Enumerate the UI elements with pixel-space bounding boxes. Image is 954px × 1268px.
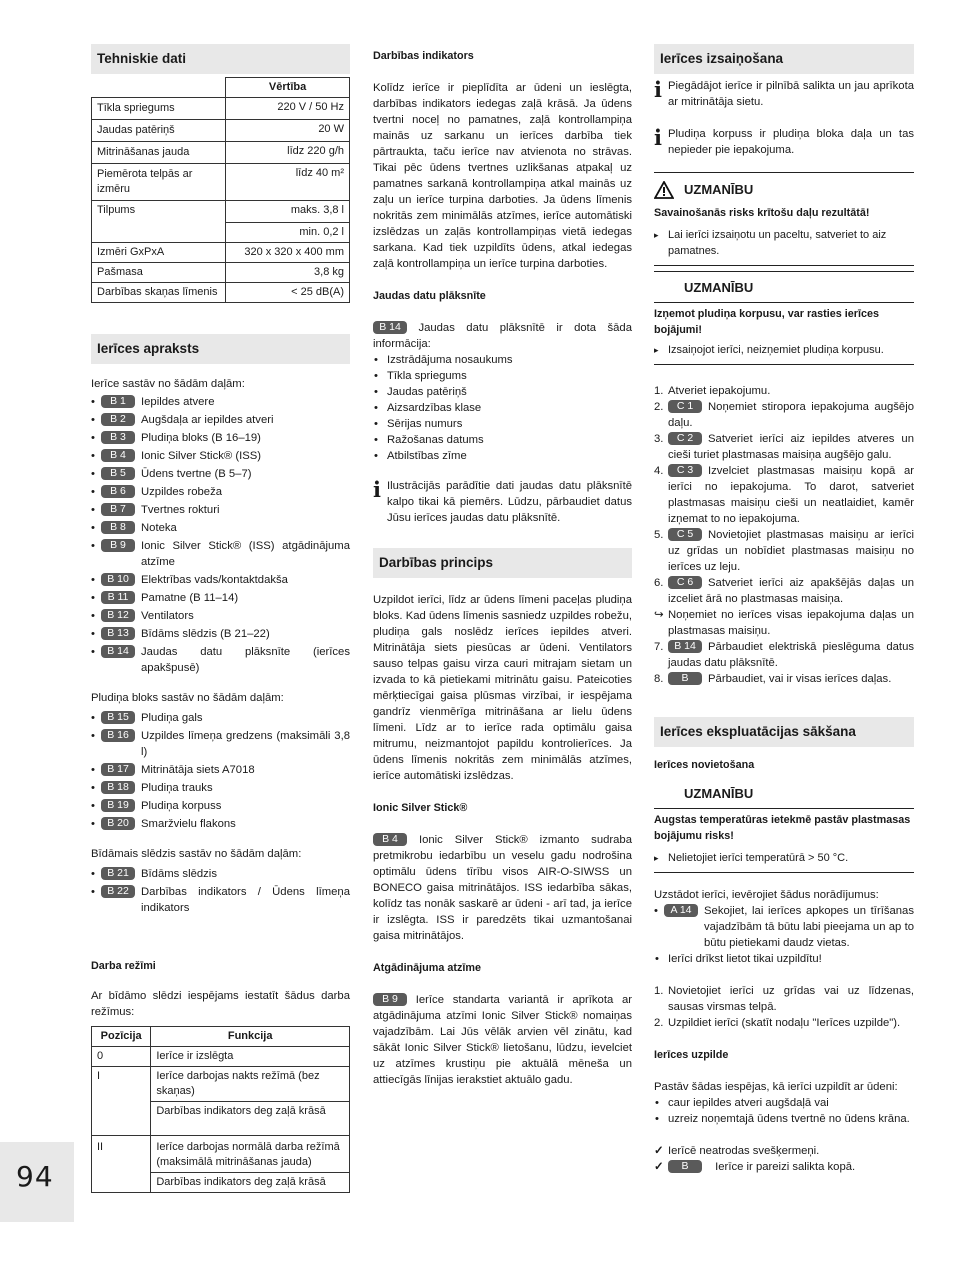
tech-value: maks. 3,8 l: [226, 201, 350, 223]
part-label: Mitrinātāja siets A7018: [141, 764, 255, 776]
parts-list: [91, 394, 350, 676]
ref-tag: • B 22: [101, 885, 135, 898]
rating-plate-text: [373, 320, 632, 352]
tech-row: [92, 164, 350, 201]
part-item: [91, 710, 350, 726]
caution-block: [654, 172, 914, 266]
mode-func: Ierīce darbojas nakts režīmā (bez skaņas): [151, 1067, 350, 1102]
column-right: [654, 44, 914, 1175]
info-icon: i: [373, 477, 381, 502]
step-text: Novietojiet plastmasas maisiņu ar ierīci uz grīdas un nobīdiet plastmasas maisiņu no ierīces uz leju.: [668, 529, 914, 573]
tech-row: [92, 98, 350, 120]
caution-header: [654, 778, 914, 808]
ref-tag: • B 3: [101, 431, 135, 444]
tech-row: [92, 201, 350, 223]
part-label: Ventilators: [141, 610, 194, 622]
check-item: [654, 1159, 914, 1175]
unpack-step: [654, 399, 914, 431]
ref-tag: • B 12: [101, 609, 135, 622]
ref-tag: • B 17: [101, 763, 135, 776]
placement-intro: Uzstādot ierīci, ievērojiet šādus norādījumus:: [654, 889, 879, 901]
part-label: Uzpildes līmeņa gredzens (maksimāli 3,8 l): [141, 730, 350, 758]
mode-pos: II: [92, 1136, 151, 1193]
step-number: 4.: [654, 465, 664, 477]
placement-list: [654, 951, 914, 967]
unpacking-heading: Ierīces izsaiņošana: [654, 44, 914, 74]
step-text: Novietojiet ierīci uz grīdas vai uz līdzenas, sausas virsmas telpā.: [668, 985, 914, 1013]
switch-intro: Bīdāmais slēdzis sastāv no šādām daļām:: [91, 848, 302, 860]
modes-table: [91, 1026, 350, 1193]
checkmark-icon: ✓: [654, 1145, 664, 1157]
step-text: Noņemiet no ierīces visas iepakojuma daļas un plastmasas maisiņu.: [668, 609, 914, 637]
column-left: [91, 44, 350, 1193]
checkmark-icon: ✓: [654, 1161, 664, 1173]
description-intro: Ierīce sastāv no šādām daļām:: [91, 378, 245, 390]
tech-row: [92, 142, 350, 164]
reminder-text-body: Ierīce standarta variantā ir aprīkota ar atgādinājuma atzīmi Ionic Silver Stick® nomaiņas vajadzībām. Lai Jūs vēlāk arvien vēl zinātu, kad sākāt Ionic Silver Stick® lietošanu, lūdzu, ievelciet uz atzīmes krustiņu pie aktuālā mēneša un attiecīgās līnijas ierakstiet aktuālo gadu.: [373, 994, 633, 1086]
part-label: Pludiņa trauks: [141, 782, 213, 794]
rating-plate-item: • Tīkla spriegums: [373, 368, 632, 384]
check-item-text: Ierīcē neatrodas svešķermeņi.: [668, 1145, 820, 1157]
filling-item: • caur iepildes atveri augšdaļā vai: [654, 1095, 914, 1111]
part-label: Darbības indikators / Ūdens līmeņa indikators: [141, 886, 350, 914]
caution-block: [654, 271, 914, 365]
switch-parts-list: [91, 866, 350, 916]
rating-plate-info-text: Ilustrācijās parādītie dati jaudas datu plāksnītē kalpo tikai kā piemērs. Lūdzu, pārbaudiet datus Jūsu ierīces jaudas datu plāksnītē.: [387, 480, 632, 524]
iss-text-body: Ionic Silver Stick® izmanto sudraba pretmikrobu iedarbību un veselu gadu nodrošina optimālu ūdens tīrību visos AIR-O-SIWSS un BONECO gaisa mitrinātājos. ISS iedarbība sākas, kolīdz tas nonāk saskarē ar ūdeni - arī tad, ja ierīce ir izslēgta. ISS ir paredzēts tikai uzmantošanai gaisa mitrinātājos.: [373, 834, 633, 942]
rating-plate-text-body: Jaudas datu plāksnītē ir dota šāda informācija:: [373, 322, 632, 350]
check-item: [654, 1143, 914, 1159]
part-item: [91, 448, 350, 464]
tech-label: Darbības skaņas līmenis: [92, 283, 226, 303]
filling-list: [654, 1095, 914, 1127]
ref-tag: B 9: [373, 993, 407, 1006]
part-item: [91, 466, 350, 482]
caution-header: [654, 172, 914, 205]
principle-heading: Darbības princips: [373, 548, 632, 578]
mode-pos: I: [92, 1067, 151, 1136]
placement-heading: Ierīces novietošana: [654, 759, 755, 771]
part-item: [91, 866, 350, 882]
step-number: 2.: [654, 1017, 664, 1029]
ref-tag: B 4: [373, 833, 407, 846]
ref-tag: B 14: [668, 640, 702, 653]
ref-tag: • B 16: [101, 729, 135, 742]
tech-label: Tilpums: [92, 201, 226, 223]
part-label: Ionic Silver Stick® (ISS): [141, 450, 262, 462]
caution-subtitle: Izņemot pludiņa korpusu, var rasties ierīces bojājumi!: [654, 308, 880, 336]
mode-func: Ierīce ir izslēgta: [151, 1047, 350, 1067]
ref-tag: C 3: [668, 464, 702, 477]
tech-row: [92, 283, 350, 303]
part-label: Uzpildes robeža: [141, 486, 223, 498]
part-item: [91, 394, 350, 410]
part-item: [91, 538, 350, 570]
part-label: Bīdāms slēdzis (B 21–22): [141, 628, 270, 640]
ref-tag: • B 13: [101, 627, 135, 640]
float-parts-list: [91, 710, 350, 832]
principle-text: Uzpildot ierīci, līdz ar ūdens līmeni paceļas pludiņa bloks. Kad ūdens līmenis sasniedz uzpildes robežu, pludiņa gals noslēdz ierīces iepildes atveri. Mitrinātāja siets piesūcas ar ūdeni. Ventilators sauso telpas gaisu virza cauri mitrajam sietam un izvada to kā pietiekami mitrinātu gaisu. Pateicoties mērķtiecīgai gaisa plūsmas virzībai, ir iespējama gandrīz vienmērīga mitrināšana ar lielu ūdens līmeni. Līdz ar to ierīce rada optimālu gaisa mitrumu, neizmantojot papildu kontrolierīces. Ja ūdens līmenis nokritās zem minimālās atzīmes, ierīce automātiski izslēdzas.: [373, 594, 632, 782]
part-label: Pludiņa korpuss: [141, 800, 222, 812]
ref-tag: • B 6: [101, 485, 135, 498]
caution-item: ▸ Nelietojiet ierīci temperatūrā > 50 °C.: [654, 850, 914, 866]
rating-plate-heading: Jaudas datu plāksnīte: [373, 290, 486, 302]
warning-triangle-icon: [654, 181, 674, 199]
tech-row: [92, 243, 350, 263]
part-item: [91, 502, 350, 518]
tech-value: < 25 dB(A): [226, 283, 350, 303]
part-label: Ionic Silver Stick® (ISS) atgādinājuma atzīme: [141, 540, 350, 568]
part-item: [91, 780, 350, 796]
ref-tag: C 2: [668, 432, 702, 445]
step-number: 6.: [654, 577, 664, 589]
ref-tag: • B 10: [101, 573, 135, 586]
tech-row: [92, 223, 350, 243]
placement-step: [654, 1015, 914, 1031]
modes-col-function: Funkcija: [151, 1027, 350, 1047]
tech-label: Mitrināšanas jauda: [92, 142, 226, 164]
column-middle: [373, 48, 632, 1088]
caution-title: UZMANĪBU: [684, 786, 754, 801]
info-note-text: Piegādājot ierīce ir pilnībā salikta un jau aprīkota ar mitrinātāja sietu.: [668, 80, 914, 108]
mode-pos: 0: [92, 1047, 151, 1067]
page-number-box: [0, 1142, 74, 1222]
part-label: Pamatne (B 11–14): [141, 592, 239, 604]
unpacking-steps: [654, 383, 914, 687]
step-number: ↪: [654, 609, 664, 621]
part-label: Bīdāms slēdzis: [141, 868, 217, 880]
filling-item: • uzreiz noņemtajā ūdens tvertnē no ūdens krāna.: [654, 1111, 914, 1127]
tech-row: [92, 120, 350, 142]
step-text: Satveriet ierīci aiz iepildes atveres un cieši turiet plastmasas maisiņa augšējo galu.: [668, 433, 914, 461]
unpack-step: [654, 639, 914, 671]
rating-plate-info: [373, 478, 632, 526]
ref-tag: B: [668, 1160, 702, 1173]
unpack-step: [654, 671, 914, 687]
part-item: [91, 484, 350, 500]
placement-steps: [654, 983, 914, 1031]
part-item: [91, 626, 350, 642]
part-item: [91, 884, 350, 916]
step-text: Pārbaudiet, vai ir visas ierīces daļas.: [708, 673, 892, 685]
part-label: Ūdens tvertne (B 5–7): [141, 468, 252, 480]
part-label: Jaudas datu plāksnīte (ierīces apakšpusē): [141, 646, 350, 674]
rating-plate-item: • Atbilstības zīme: [373, 448, 632, 464]
ref-tag: • A 14: [664, 904, 698, 917]
caution-body: [654, 302, 914, 365]
page-number: 94: [16, 1160, 54, 1193]
ref-tag: C 5: [668, 528, 702, 541]
step-number: 5.: [654, 529, 664, 541]
ref-tag: • B 5: [101, 467, 135, 480]
reminder-heading: Atgādinājuma atzīme: [373, 962, 481, 974]
rating-plate-item: • Izstrādājuma nosaukums: [373, 352, 632, 368]
tech-label: Izmēri GxPxA: [92, 243, 226, 263]
part-item: [91, 816, 350, 832]
unpack-step: [654, 383, 914, 399]
rating-plate-item: • Aizsardzības klase: [373, 400, 632, 416]
ref-tag: • B 14: [101, 645, 135, 658]
step-number: 1.: [654, 985, 664, 997]
indicator-text: Kolīdz ierīce ir pieplīdīta ar ūdeni un ieslēgta, darbības indikators iedegas zaļā krāsā. Ja ūdens tvertni noceļ no pamatnes, zaļā kontrollampiņa mainās uz sarkanu un ierīces darbība tiek pārtraukta, taču ierīce nav atvienota no strāvas. Tikai pēc ūdens tvertnes uzlikšanas atpakaļ uz pamatnes sarkanā kontrollampiņa atkal mainās uz zaļu un ierīce turpina darboties. Ja ūdens līmenis nokritās zem minimālās atzīmes, ierīce automātiski izslēdzas un zaļās kontrollampiņas vietā iedegas sarkana. Kad tiek uzpildīts ūdens, atkal iedegas zaļā kontrollampiņa un ierīce turpina darboties.: [373, 82, 632, 270]
caution-item: ▸ Izsaiņojot ierīci, neizņemiet pludiņa korpusu.: [654, 342, 914, 358]
ref-tag: B 14: [373, 321, 407, 334]
float-intro: Pludiņa bloks sastāv no šādām daļām:: [91, 692, 284, 704]
mode-func: Darbības indikators deg zaļā krāsā: [151, 1173, 350, 1193]
info-note: [654, 78, 914, 110]
tech-label: Piemērota telpās ar izmēru: [92, 164, 226, 201]
part-label: Augšdaļa ar iepildes atveri: [141, 414, 274, 426]
tech-label: Tīkla spriegums: [92, 98, 226, 120]
step-text: Noņemiet stiropora iepakojuma augšējo daļu.: [668, 401, 914, 429]
step-number: 1.: [654, 385, 664, 397]
unpack-step: [654, 431, 914, 463]
check-item-text: Ierīce ir pareizi salikta kopā.: [715, 1161, 856, 1173]
ref-tag: • B 11: [101, 591, 135, 604]
ref-tag: • B 7: [101, 503, 135, 516]
unpack-step: [654, 463, 914, 527]
tech-label: [92, 223, 226, 243]
ref-tag: • B 20: [101, 817, 135, 830]
tech-value: 320 x 320 x 400 mm: [226, 243, 350, 263]
ref-tag: • B 9: [101, 539, 135, 552]
rating-plate-item: • Ražošanas datums: [373, 432, 632, 448]
info-note: [654, 126, 914, 158]
part-label: Tvertnes rokturi: [141, 504, 220, 516]
step-text: Satveriet ierīci aiz apakšējās daļas un izceliet ārā no plastmasas maisiņa.: [668, 577, 914, 605]
mode-func: Darbības indikators deg zaļā krāsā: [151, 1102, 350, 1136]
part-item: [91, 520, 350, 536]
unpack-step: [654, 575, 914, 607]
caution-subtitle: Savainošanās risks krītošu daļu rezultātā!: [654, 207, 870, 219]
ref-tag: • B 15: [101, 711, 135, 724]
tech-value: 220 V / 50 Hz: [226, 98, 350, 120]
ref-tag: C 6: [668, 576, 702, 589]
tech-value: 20 W: [226, 120, 350, 142]
step-number: 7.: [654, 641, 664, 653]
placement-bullet: • Ierīci drīkst lietot tikai uzpildītu!: [654, 951, 914, 967]
placement-bullet-text: Sekojiet, lai ierīces apkopes un tīrīšanas vajadzībām tā būtu labi pieejama un ap to būtu pietiekami daudz vietas.: [704, 905, 914, 949]
tech-label: Jaudas patēriņš: [92, 120, 226, 142]
modes-intro: Ar bīdāmo slēdzi iespējams iestatīt šādus darba režīmus:: [91, 990, 350, 1018]
ref-tag: • B 2: [101, 413, 135, 426]
filling-intro: Pastāv šādas iespējas, kā ierīci uzpildīt ar ūdeni:: [654, 1081, 898, 1093]
mode-func: Ierīce darbojas normālā darba režīmā (maksimālā mitrināšanas jauda): [151, 1136, 350, 1173]
ref-tag: C 1: [668, 400, 702, 413]
caution-subtitle: Augstas temperatūras ietekmē pastāv plastmasas bojājumu risks!: [654, 814, 911, 842]
tech-value: līdz 40 m²: [226, 164, 350, 201]
step-text: Uzpildiet ierīci (skatīt nodaļu "Ierīces uzpilde").: [668, 1017, 901, 1029]
caution-block: [654, 778, 914, 873]
part-label: Smaržvielu flakons: [141, 818, 236, 830]
rating-plate-item: • Jaudas patēriņš: [373, 384, 632, 400]
ref-tag: • B 18: [101, 781, 135, 794]
ref-tag: B: [668, 672, 702, 685]
iss-heading: Ionic Silver Stick®: [373, 802, 468, 814]
unpack-step: [654, 607, 914, 639]
part-label: Pludiņa bloks (B 16–19): [141, 432, 261, 444]
step-text: Pārbaudiet elektriskā pieslēguma datus jaudas datu plāksnītē.: [668, 641, 914, 669]
ref-tag: • B 19: [101, 799, 135, 812]
part-item: [91, 590, 350, 606]
caution-body: [654, 205, 914, 266]
modes-heading: Darba režīmi: [91, 960, 156, 972]
ref-tag: • B 4: [101, 449, 135, 462]
unpack-step: [654, 527, 914, 575]
filling-heading: Ierīces uzpilde: [654, 1049, 729, 1061]
step-number: 8.: [654, 673, 664, 685]
tech-row: [92, 263, 350, 283]
placement-bullet: [654, 903, 914, 951]
tech-data-heading: Tehniskie dati: [91, 44, 350, 74]
part-label: Iepildes atvere: [141, 396, 215, 408]
step-number: 2.: [654, 401, 664, 413]
ref-tag: • B 8: [101, 521, 135, 534]
part-label: Pludiņa gals: [141, 712, 203, 724]
tech-value: min. 0,2 l: [226, 223, 350, 243]
reminder-text: [373, 992, 632, 1088]
tech-value: 3,8 kg: [226, 263, 350, 283]
placement-step: [654, 983, 914, 1015]
iss-text: [373, 832, 632, 944]
info-icon: i: [654, 125, 662, 150]
part-item: [91, 798, 350, 814]
tech-data-table: [91, 77, 350, 303]
info-icon: i: [654, 77, 662, 102]
indicator-heading: Darbības indikators: [373, 50, 474, 62]
tech-value: līdz 220 g/h: [226, 142, 350, 164]
tech-header-value: Vērtība: [226, 78, 350, 98]
part-item: [91, 608, 350, 624]
step-number: 3.: [654, 433, 664, 445]
caution-item: ▸ Lai ierīci izsaiņotu un paceltu, satveriet to aiz pamatnes.: [654, 227, 914, 259]
step-text: Izvelciet plastmasas maisiņu kopā ar ierīci no iepakojuma. To darot, satveriet plastmasas maisiņu cieši un neatlaidiet, kamēr izņemat to no iepakojuma.: [668, 465, 914, 525]
caution-title: UZMANĪBU: [684, 280, 754, 295]
caution-body: [654, 808, 914, 873]
device-description-heading: Ierīces apraksts: [91, 334, 350, 364]
startup-heading: Ierīces ekspluatācijas sākšana: [654, 717, 914, 747]
part-item: [91, 572, 350, 588]
part-label: Noteka: [141, 522, 177, 534]
part-label: Elektrības vads/kontaktdakša: [141, 574, 288, 586]
rating-plate-list: [373, 352, 632, 464]
ref-tag: • B 21: [101, 867, 135, 880]
step-text: Atveriet iepakojumu.: [668, 385, 771, 397]
caution-title: UZMANĪBU: [684, 182, 754, 197]
part-item: [91, 728, 350, 760]
part-item: [91, 430, 350, 446]
part-item: [91, 644, 350, 676]
modes-col-position: Pozīcija: [92, 1027, 151, 1047]
caution-header: [654, 271, 914, 302]
info-note-text: Pludiņa korpuss ir pludiņa bloka daļa un tas nepieder pie iepakojuma.: [668, 128, 914, 156]
part-item: [91, 762, 350, 778]
rating-plate-item: • Sērijas numurs: [373, 416, 632, 432]
ref-tag: • B 1: [101, 395, 135, 408]
part-item: [91, 412, 350, 428]
tech-label: Pašmasa: [92, 263, 226, 283]
